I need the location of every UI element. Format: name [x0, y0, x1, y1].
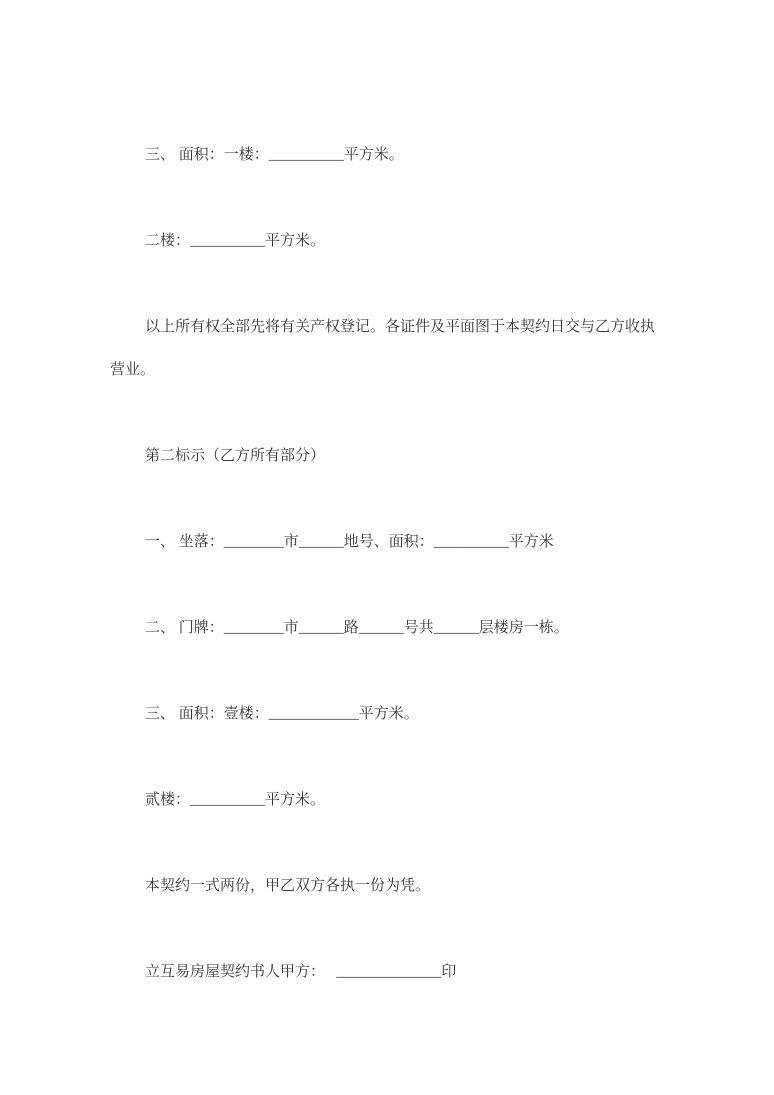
- paragraph-house-number: 二、 门牌：________市______路______号共______层楼房一栋。: [145, 620, 569, 636]
- heading-second-property-description: 第二标示（乙方所有部分）: [145, 448, 326, 464]
- paragraph-area-floor2: 二楼：__________平方米。: [145, 233, 326, 249]
- paragraph-area-floor2-party-b: 贰楼：__________平方米。: [145, 792, 326, 808]
- paragraph-area-floor1: 三、 面积：一楼：__________平方米。: [145, 147, 404, 163]
- paragraph-location: 一、 坐落：________市______地号、面积：__________平方米: [145, 534, 554, 550]
- paragraph-contract-copies: 本契约一式两份，甲乙双方各执一份为凭。: [145, 878, 431, 894]
- paragraph-area-floor1-party-b: 三、 面积：壹楼：____________平方米。: [145, 706, 419, 722]
- paragraph-signature-party-a: 立互易房屋契约书人甲方： ______________印: [145, 964, 457, 980]
- paragraph-ownership-registration: 以上所有权全部先将有关产权登记。各证件及平面图于本契约日交与乙方收执营业。: [110, 319, 656, 378]
